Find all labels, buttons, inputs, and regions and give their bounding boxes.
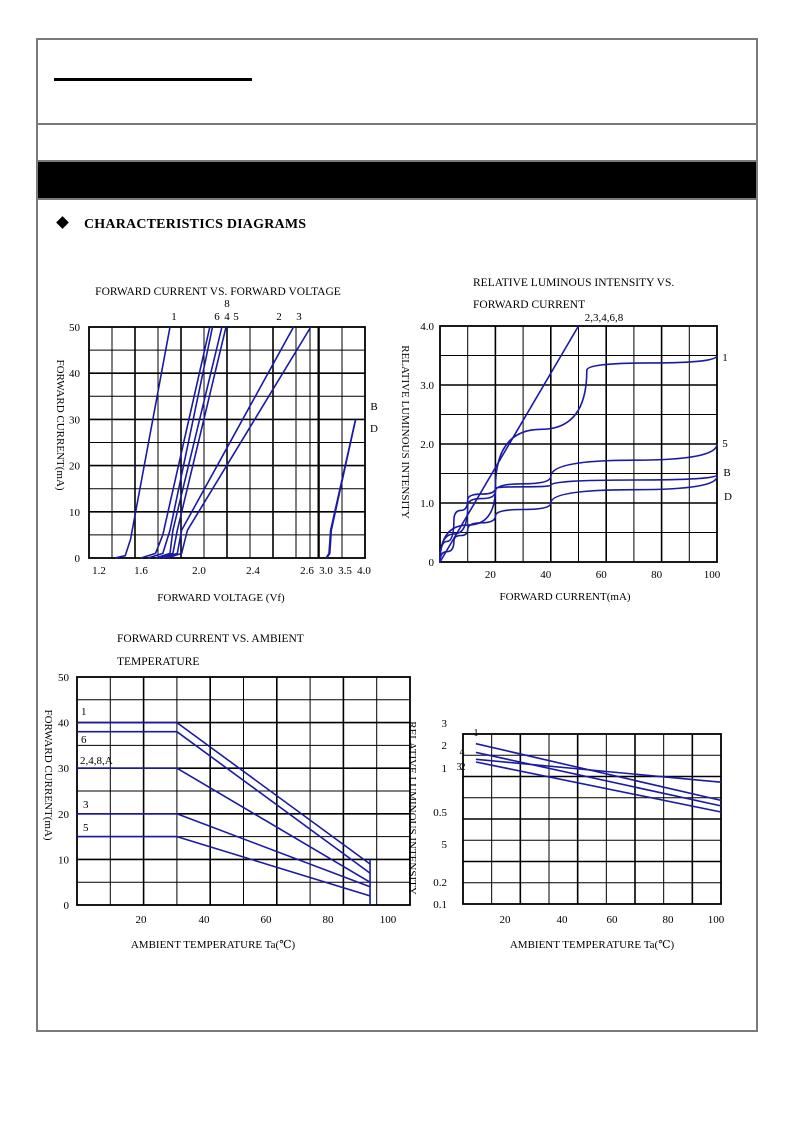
chart4-series-1 bbox=[476, 744, 721, 801]
chart1-x-tick: 2.6 bbox=[300, 565, 314, 577]
chart3-y-label: FORWARD CURRENT(mA) bbox=[42, 709, 54, 841]
chart3-x-tick: 20 bbox=[135, 914, 147, 926]
chart3-title: FORWARD CURRENT VS. AMBIENT bbox=[117, 633, 304, 645]
chart3-x-tick: 100 bbox=[379, 914, 397, 926]
chart1-curve-label: 8 bbox=[224, 298, 230, 310]
chart1-y-label: FORWARD CURRENT(mA) bbox=[54, 359, 66, 491]
chart1-curve-label: 2 bbox=[276, 311, 282, 323]
chart2-x-tick: 20 bbox=[484, 569, 496, 581]
chart4-y-tick: 0.1 bbox=[433, 899, 447, 911]
chart3-x-label: AMBIENT TEMPERATURE Ta(℃) bbox=[130, 939, 296, 951]
chart4-x-tick: 20 bbox=[499, 914, 511, 926]
chart2-y-tick: 0 bbox=[428, 557, 434, 569]
chart1-y-tick: 0 bbox=[74, 553, 80, 565]
chart1-curve-label: D bbox=[370, 423, 378, 435]
chart3-y-tick: 50 bbox=[58, 672, 69, 684]
chart4-y-label: RELATIVE LUMINOUS INTENSITY bbox=[406, 721, 418, 895]
chart3-y-tick: 20 bbox=[58, 808, 69, 821]
chart4-curve-label: 3 bbox=[456, 762, 462, 773]
chart4-curve-label: 2 bbox=[460, 762, 466, 773]
chart1-x-tick: 2.0 bbox=[192, 565, 206, 577]
chart4-x-tick: 60 bbox=[606, 914, 618, 926]
chart1-y-tick: 50 bbox=[69, 322, 80, 334]
chart4-y-tick: 2 bbox=[441, 740, 447, 752]
chart2-x-tick: 100 bbox=[703, 569, 721, 581]
chart1-x-label: FORWARD VOLTAGE (Vf) bbox=[157, 592, 285, 604]
chart3-curve-label: 2,4,8,A bbox=[80, 755, 113, 767]
chart3-series-5 bbox=[77, 837, 370, 896]
chart1-x-tick: 2.4 bbox=[246, 565, 260, 577]
chart2-curve-label: 2,3,4,6,8 bbox=[584, 312, 624, 324]
chart2-x-label: FORWARD CURRENT(mA) bbox=[499, 591, 631, 603]
chart2-title: RELATIVE LUMINOUS INTENSITY VS. bbox=[473, 277, 675, 289]
chart2-x-tick: 40 bbox=[540, 569, 552, 581]
chart1-curve-label: 5 bbox=[233, 311, 239, 323]
chart3-curve-label: 3 bbox=[83, 799, 89, 811]
chart4-y-tick: 5 bbox=[441, 839, 447, 851]
chart4-y-tick: 0.5 bbox=[433, 807, 447, 819]
chart1-y-tick: 40 bbox=[69, 368, 80, 381]
chart3-series-2,4,8,A bbox=[77, 768, 370, 882]
chart2-curve-label: 1 bbox=[722, 352, 728, 364]
chart3-y-tick: 30 bbox=[58, 763, 69, 776]
chart1-x-tick: 1.2 bbox=[92, 565, 106, 577]
chart3-x-tick: 60 bbox=[260, 914, 272, 926]
chart1-x-tick: 3.5 bbox=[338, 565, 352, 577]
chart4-curve-label: 1 bbox=[473, 728, 479, 739]
chart3-y-tick: 0 bbox=[63, 900, 69, 912]
chart3-y-tick: 10 bbox=[58, 854, 69, 867]
chart2-y-tick: 4.0 bbox=[420, 321, 434, 333]
chart1-title: FORWARD CURRENT VS. FORWARD VOLTAGE bbox=[95, 286, 341, 298]
chart2-x-tick: 80 bbox=[651, 569, 663, 581]
chart3-x-tick: 40 bbox=[198, 914, 210, 926]
chart3-title-line2: TEMPERATURE bbox=[117, 656, 200, 668]
chart1-curve-label: 1 bbox=[171, 311, 177, 323]
chart4-x-tick: 40 bbox=[556, 914, 568, 926]
chart2-y-tick: 1.0 bbox=[420, 498, 434, 510]
chart1-y-tick: 10 bbox=[69, 506, 80, 519]
chart4-y-tick: 3 bbox=[441, 718, 447, 730]
chart4-x-tick: 80 bbox=[662, 914, 674, 926]
chart4-curve-label: 4 bbox=[459, 747, 465, 758]
chart4-y-tick: 0.2 bbox=[433, 877, 447, 889]
chart1-curve-label: 3 bbox=[296, 311, 302, 323]
chart2-y-tick: 2.0 bbox=[420, 439, 434, 451]
chart3-y-tick: 40 bbox=[58, 717, 69, 730]
chart3-curve-label: 6 bbox=[81, 734, 87, 746]
chart1-x-tick: 1.6 bbox=[134, 565, 148, 577]
chart3-series-6 bbox=[77, 732, 370, 873]
chart1-y-tick: 30 bbox=[69, 414, 80, 427]
chart4-y-tick: 1 bbox=[441, 763, 447, 775]
chart1-y-tick: 20 bbox=[69, 460, 80, 473]
chart3-curve-label: 1 bbox=[81, 706, 87, 718]
chart3-curve-label: 5 bbox=[83, 822, 89, 834]
chart2-curve-label: D bbox=[724, 491, 732, 503]
chart3-series-1 bbox=[77, 723, 370, 864]
chart4-series-3 bbox=[476, 762, 721, 812]
chart1-x-tick: 3.0 bbox=[319, 565, 333, 577]
chart2-curve-label: 5 bbox=[722, 438, 728, 450]
chart1-curve-label: B bbox=[370, 401, 378, 413]
chart2-title-line2: FORWARD CURRENT bbox=[473, 299, 586, 311]
chart1-curve-label: 6 bbox=[214, 311, 220, 323]
chart2-y-tick: 3.0 bbox=[420, 380, 434, 392]
chart2-curve-label: B bbox=[723, 467, 731, 479]
chart2-x-tick: 60 bbox=[595, 569, 607, 581]
chart4-x-tick: 100 bbox=[707, 914, 725, 926]
chart1-curve-label: 4 bbox=[224, 311, 230, 323]
chart4-x-label: AMBIENT TEMPERATURE Ta(℃) bbox=[509, 939, 675, 951]
chart2-y-label: RELATIVE LUMINOUS INTENSITY bbox=[399, 345, 411, 519]
section-title-text: CHARACTERISTICS DIAGRAMS bbox=[84, 217, 307, 232]
chart1-x-tick: 4.0 bbox=[357, 565, 371, 577]
chart3-x-tick: 80 bbox=[322, 914, 334, 926]
